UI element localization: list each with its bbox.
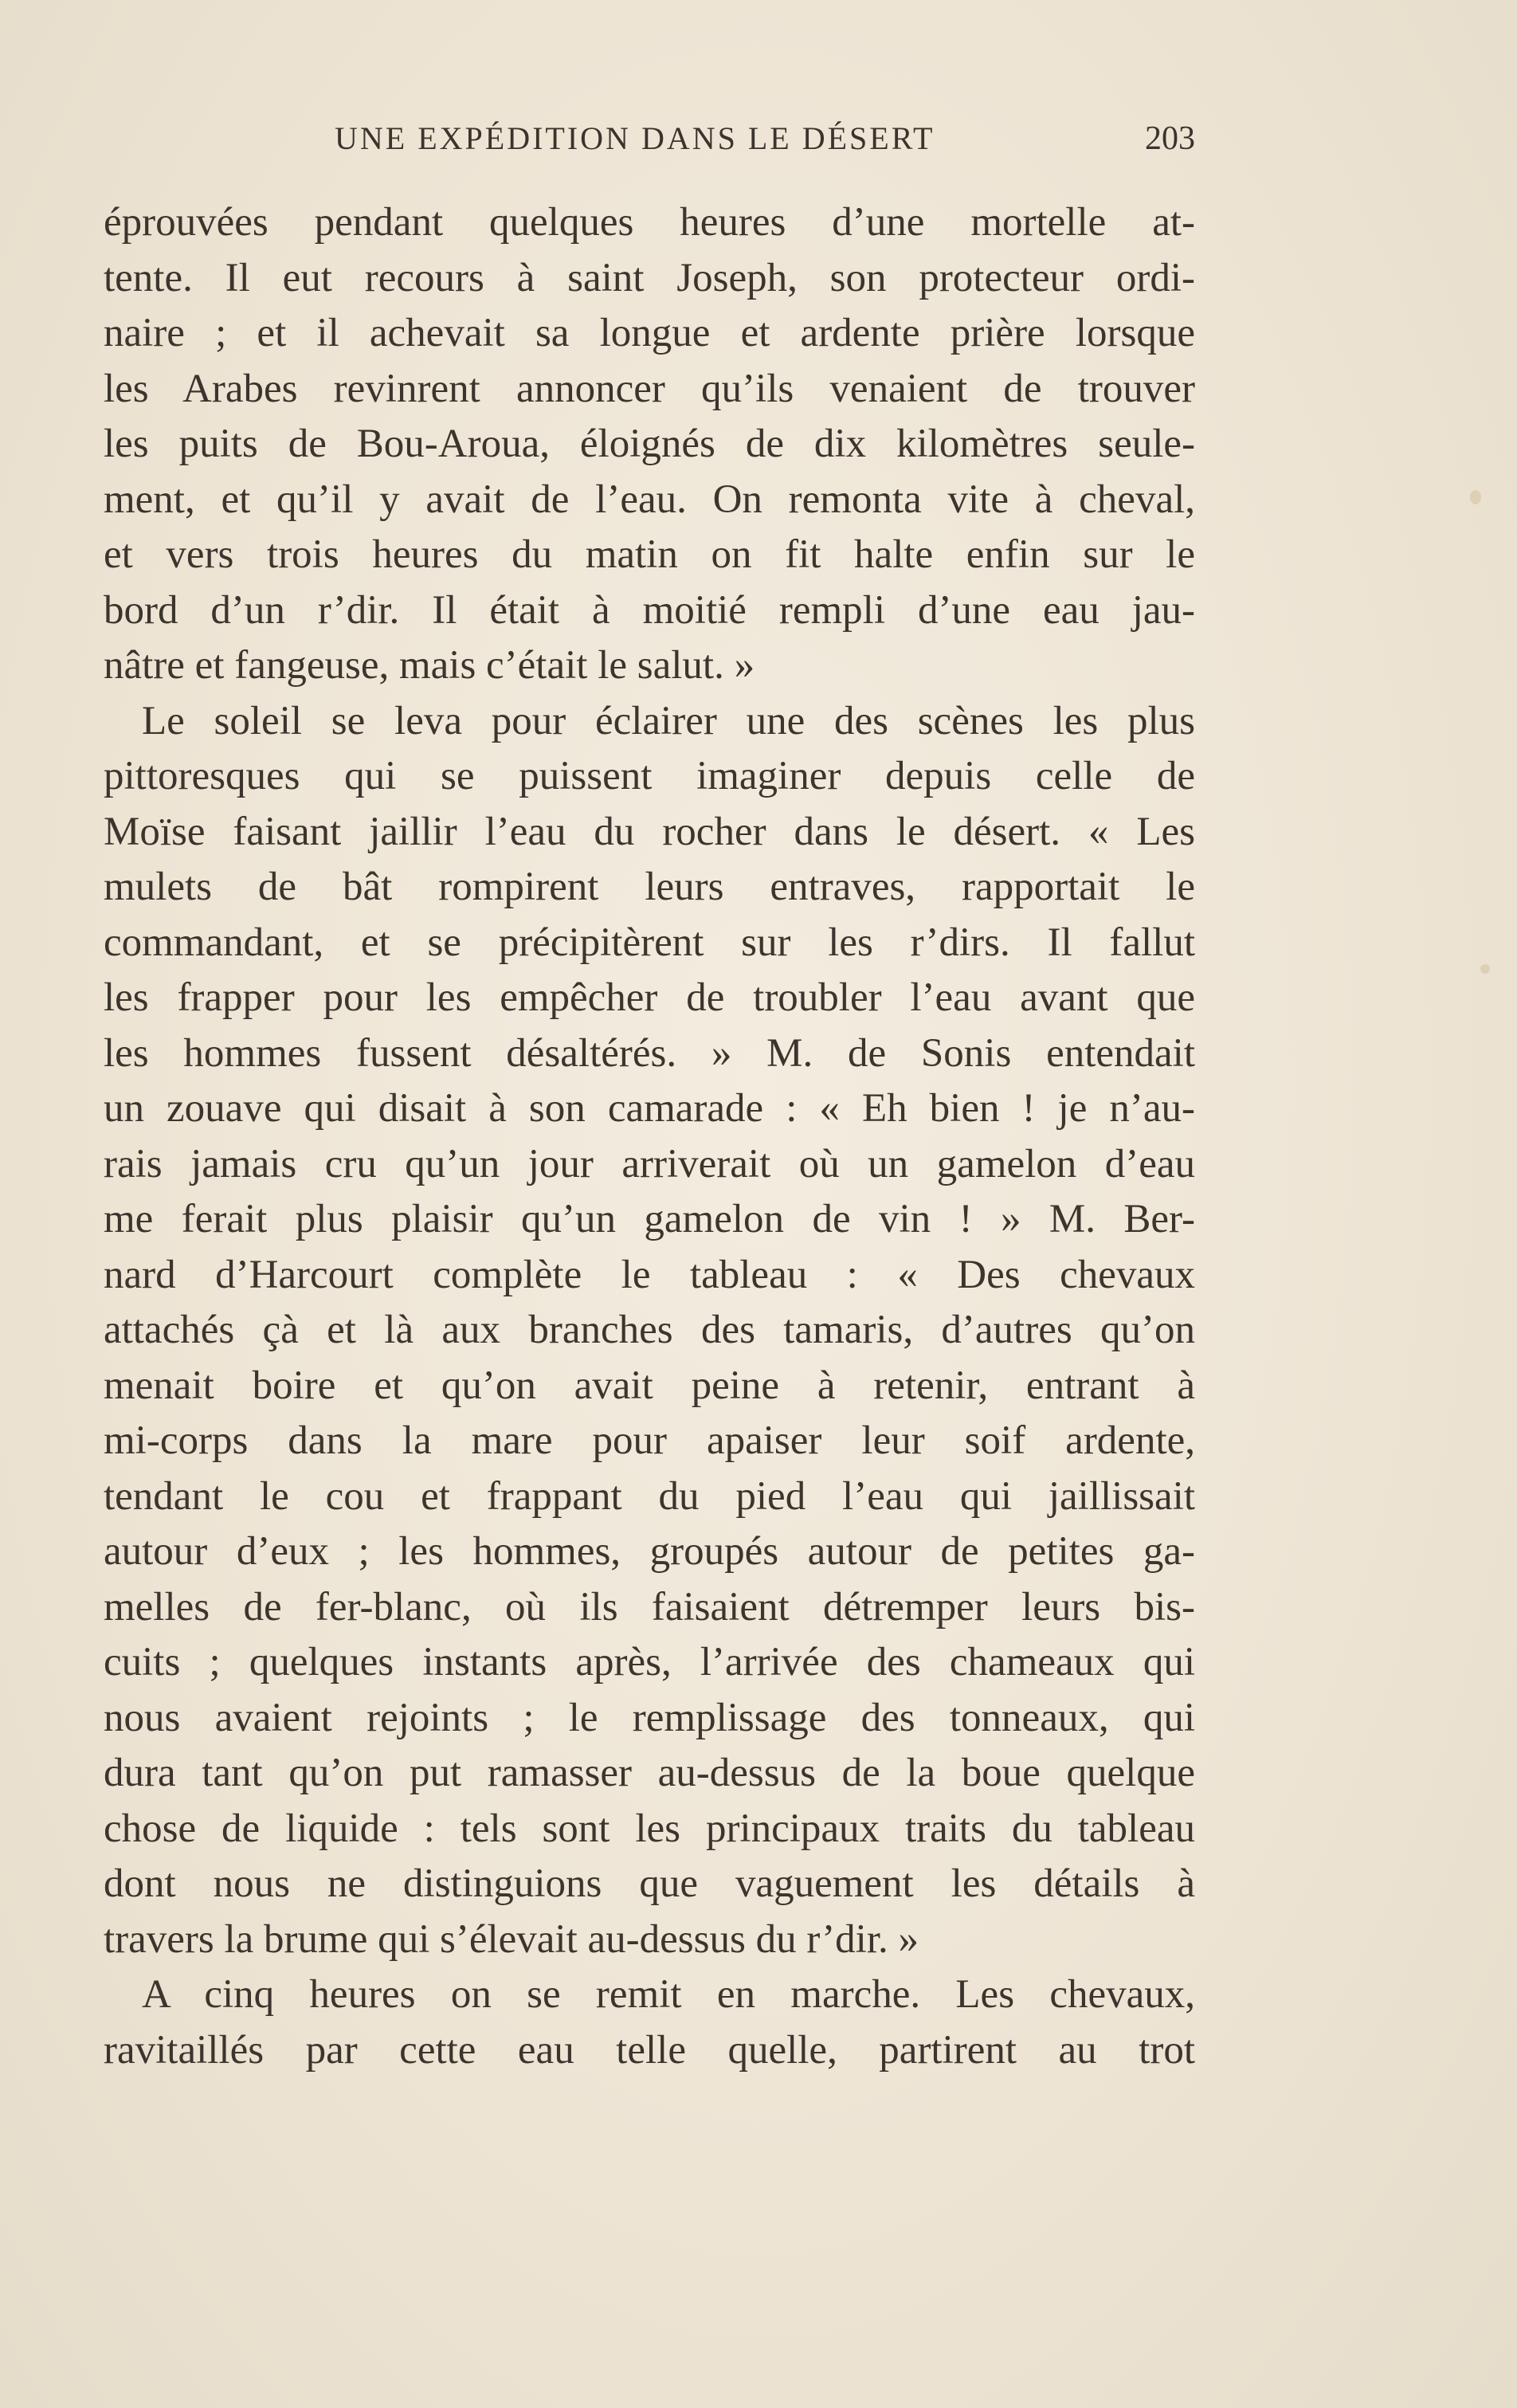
page-number: 203 [1145,120,1195,157]
text-line: mi-corps dans la mare pour apaiser leur soif ardente, [104,1418,1195,1463]
text-line: Le soleil se leva pour éclairer une des scènes les plus [142,698,1195,743]
text-line: me ferait plus plaisir qu’un gamelon de vin ! » M. Ber- [104,1197,1195,1241]
text-line: et vers trois heures du matin on fit halte enfin sur le [104,532,1195,577]
text-line: les frapper pour les empêcher de troubler l’eau avant que [104,975,1195,1020]
text-line: naire ; et il achevait sa longue et ardente prière lorsque [104,311,1195,355]
text-line: nous avaient rejoints ; le remplissage des tonneaux, qui [104,1695,1195,1740]
text-line: travers la brume qui s’élevait au-dessus du r’dir. » [104,1916,919,1962]
text-line: chose de liquide : tels sont les principaux traits du tableau [104,1806,1195,1851]
text-line: autour d’eux ; les hommes, groupés autour de petites ga- [104,1529,1195,1574]
text-line: les hommes fussent désaltérés. » M. de Sonis entendait [104,1030,1195,1076]
text-line: Moïse faisant jaillir l’eau du rocher dans le désert. « Les [104,809,1195,854]
text-line: nâtre et fangeuse, mais c’était le salut. » [104,643,755,688]
text-line: ment, et qu’il y avait de l’eau. On remonta vite à cheval, [104,477,1195,522]
text-line: les puits de Bou-Aroua, éloignés de dix kilomètres seule- [104,422,1195,466]
text-line: nard d’Harcourt complète le tableau : « Des chevaux [104,1252,1195,1297]
text-line: cuits ; quelques instants après, l’arrivée des chameaux qui [104,1640,1195,1684]
text-line: rais jamais cru qu’un jour arriverait où un gamelon d’eau [104,1141,1195,1186]
paper-stain [1480,964,1490,974]
text-line: éprouvées pendant quelques heures d’une mortelle at- [104,200,1195,245]
text-line: les Arabes revinrent annoncer qu’ils venaient de trouver [104,366,1195,411]
text-line: commandant, et se précipitèrent sur les r’dirs. Il fallut [104,920,1195,965]
running-title: UNE EXPÉDITION DANS LE DÉSERT [335,120,935,156]
text-line: ravitaillés par cette eau telle quelle, partirent au trot [104,2027,1195,2073]
text-line: menait boire et qu’on avait peine à retenir, entrant à [104,1363,1195,1408]
text-line: dont nous ne distinguions que vaguement les détails à [104,1861,1195,1906]
text-line: un zouave qui disait à son camarade : « Eh bien ! je n’au- [104,1086,1195,1131]
body-text [104,195,1195,2078]
text-line: attachés çà et là aux branches des tamaris, d’autres qu’on [104,1308,1195,1352]
text-line: tente. Il eut recours à saint Joseph, son protecteur ordi- [104,255,1195,300]
page-header [104,120,1195,167]
text-line: mulets de bât rompirent leurs entraves, rapportait le [104,865,1195,909]
text-line: tendant le cou et frappant du pied l’eau qui jaillissait [104,1473,1195,1519]
text-line: bord d’un r’dir. Il était à moitié rempli d’une eau jau- [104,587,1195,633]
text-line: dura tant qu’on put ramasser au-dessus de la boue quelque [104,1751,1195,1795]
text-line: A cinq heures on se remit en marche. Les chevaux, [142,1972,1195,2017]
text-line: pittoresques qui se puissent imaginer depuis celle de [104,754,1195,798]
text-line: melles de fer-blanc, où ils faisaient détremper leurs bis- [104,1584,1195,1630]
paper-stain [1470,490,1481,504]
